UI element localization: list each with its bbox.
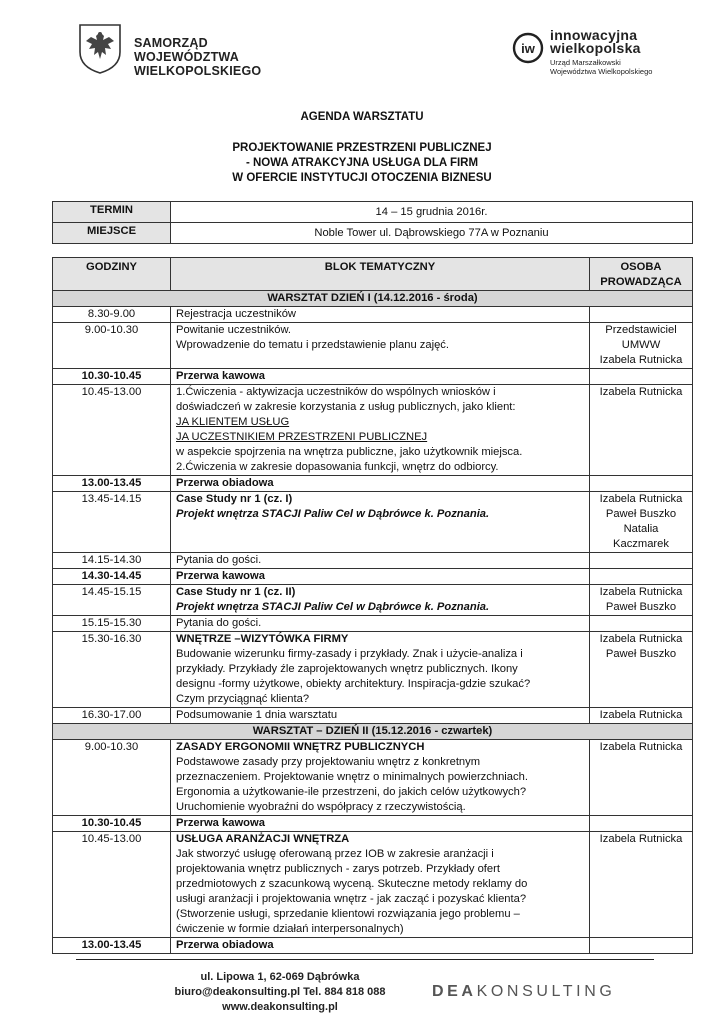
miejsce-label: MIEJSCE — [53, 223, 171, 244]
agenda-row — [53, 553, 693, 569]
agenda-row — [53, 938, 693, 954]
agenda-person-line: Przedstawiciel — [605, 324, 677, 336]
agenda-time: 14.15-14.30 — [53, 553, 171, 569]
right-logo-name: innowacyjna wielkopolska — [550, 27, 641, 56]
agenda-topic — [171, 369, 590, 385]
agenda-person-line: Natalia Kaczmarek — [613, 523, 669, 550]
agenda-row — [53, 323, 693, 369]
agenda-topic-line: usługi aranżacji i projektowania wnętrz - jak zacząć i pozyskać klienta? — [176, 893, 527, 905]
agenda-time: 13.45-14.15 — [53, 492, 171, 553]
agenda-topic — [171, 816, 590, 832]
agenda-topic-line: Powitanie uczestników. — [176, 324, 292, 336]
agenda-topic-line: ZASADY ERGONOMII WNĘTRZ PUBLICZNYCH — [176, 741, 425, 753]
agenda-person-line: UMWW — [621, 339, 661, 351]
agenda-topic-line: przeznaczeniem. Projektowanie wnętrz o minimalnych powierzchniach. — [176, 771, 528, 783]
left-logo-text: SAMORZĄD WOJEWÓDZTWA WIELKOPOLSKIEGO — [134, 36, 262, 78]
page-subtitle: PROJEKTOWANIE PRZESTRZENI PUBLICZNEJ - NOWA ATRAKCYJNA USŁUGA DLA FIRM W OFERCIE INSTYTUCJI OTOCZENIA BIZNESU — [232, 142, 492, 184]
agenda-topic — [171, 832, 590, 938]
agenda-person-line: Izabela Rutnicka — [599, 709, 683, 721]
agenda-topic-line: przedmiotowych z szacunkową wyceną. Skuteczne metody reklamy do — [176, 878, 528, 890]
agenda-time: 14.45-15.15 — [53, 585, 171, 616]
agenda-person — [590, 385, 693, 476]
agenda-person — [590, 816, 693, 832]
agenda-topic-line: w aspekcie spojrzenia na wnętrza publiczne, jako użytkownik miejsca. — [176, 446, 523, 458]
right-logo — [512, 28, 692, 84]
footer-brand-logo: DEAKONSULTING — [432, 983, 616, 1000]
agenda-person-line: Izabela Rutnicka — [599, 741, 683, 753]
agenda-person — [590, 938, 693, 954]
agenda-topic-line: Uruchomienie wyobraźni do współpracy z rzeczywistością. — [176, 801, 466, 813]
agenda-topic-line: Pytania do gości. — [176, 617, 262, 629]
agenda-table — [52, 257, 693, 954]
agenda-person — [590, 585, 693, 616]
agenda-person — [590, 616, 693, 632]
left-logo — [76, 22, 276, 78]
agenda-person — [590, 492, 693, 553]
agenda-time: 16.30-17.00 — [53, 708, 171, 724]
agenda-topic-line: Case Study nr 1 (cz. I) — [176, 493, 293, 505]
agenda-row — [53, 369, 693, 385]
agenda-person — [590, 832, 693, 938]
agenda-row — [53, 816, 693, 832]
footer-address: ul. Lipowa 1, 62-069 Dąbrówka biuro@deakonsulting.pl Tel. 884 818 088 www.deakonsulting.pl — [174, 971, 386, 1013]
agenda-topic-line: Rejestracja uczestników — [176, 308, 297, 320]
termin-value: 14 – 15 grudnia 2016r. — [171, 202, 693, 223]
agenda-topic-line: Projekt wnętrza STACJI Paliw Cel w Dąbrówce k. Poznania. — [176, 508, 490, 520]
agenda-topic — [171, 708, 590, 724]
header-godziny: GODZINY — [53, 258, 171, 291]
agenda-topic-line: Ergonomia a użytkowanie-ile przestrzeni, do jakich celów użytkowych? — [176, 786, 527, 798]
agenda-time: 8.30-9.00 — [53, 307, 171, 323]
agenda-topic — [171, 616, 590, 632]
agenda-topic-line: Przerwa obiadowa — [176, 477, 274, 489]
agenda-person — [590, 632, 693, 708]
agenda-topic — [171, 569, 590, 585]
agenda-row — [53, 385, 693, 476]
agenda-time: 15.30-16.30 — [53, 632, 171, 708]
agenda-topic-line: doświadczeń w zakresie korzystania z usług publicznych, jako klient: — [176, 401, 516, 413]
agenda-person — [590, 553, 693, 569]
agenda-person — [590, 569, 693, 585]
agenda-person-line: Izabela Rutnicka — [599, 493, 683, 505]
agenda-person-line: Izabela Rutnicka — [599, 586, 683, 598]
agenda-topic-line: Przerwa obiadowa — [176, 939, 274, 951]
agenda-time: 14.30-14.45 — [53, 569, 171, 585]
agenda-person-line: Izabela Rutnicka — [599, 833, 683, 845]
agenda-topic-line: (Stworzenie usługi, sprzedanie klientowi rozwiązania jego problemu – — [176, 908, 520, 920]
meta-row-miejsce — [53, 223, 693, 244]
agenda-topic-line: 1.Ćwiczenia - aktywizacja uczestników do wspólnych wniosków i — [176, 386, 496, 398]
agenda-row — [53, 307, 693, 323]
agenda-topic-line: Przerwa kawowa — [176, 817, 265, 829]
agenda-topic-line: Pytania do gości. — [176, 554, 262, 566]
header-blok: BLOK TEMATYCZNY — [171, 258, 590, 291]
agenda-topic — [171, 938, 590, 954]
agenda-row — [53, 476, 693, 492]
agenda-topic-line: Czym przyciągnąć klienta? — [176, 693, 310, 705]
agenda-time: 10.30-10.45 — [53, 369, 171, 385]
agenda-person — [590, 476, 693, 492]
agenda-person — [590, 307, 693, 323]
agenda-time: 9.00-10.30 — [53, 323, 171, 369]
agenda-time: 13.00-13.45 — [53, 938, 171, 954]
eagle-crest-icon — [76, 22, 124, 74]
agenda-topic-line: projektowania wnętrz publicznych - zarys potrzeb. Przykłady ofert — [176, 863, 500, 875]
agenda-topic-line: przykłady. Przykłady źle zaprojektowanych wnętrz publicznych. Ikony — [176, 663, 518, 675]
day-section-title: WARSZTAT – DZIEŃ II (15.12.2016 - czwartek) — [53, 724, 693, 740]
agenda-person-line: Paweł Buszko — [605, 508, 677, 520]
footer-divider — [76, 959, 654, 960]
miejsce-value: Noble Tower ul. Dąbrowskiego 77A w Poznaniu — [171, 223, 693, 244]
agenda-person — [590, 323, 693, 369]
agenda-row — [53, 585, 693, 616]
agenda-topic — [171, 476, 590, 492]
agenda-time: 10.45-13.00 — [53, 385, 171, 476]
agenda-person-line: Izabela Rutnicka — [599, 633, 683, 645]
agenda-person-line: Izabela Rutnicka — [599, 354, 683, 366]
agenda-time: 9.00-10.30 — [53, 740, 171, 816]
agenda-header-row — [53, 258, 693, 291]
agenda-row — [53, 632, 693, 708]
agenda-body — [53, 291, 693, 954]
agenda-topic — [171, 323, 590, 369]
agenda-topic — [171, 632, 590, 708]
header-osoba: OSOBA PROWADZĄCA — [590, 258, 693, 291]
agenda-topic — [171, 492, 590, 553]
agenda-time: 10.30-10.45 — [53, 816, 171, 832]
agenda-topic-line: Case Study nr 1 (cz. II) — [176, 586, 296, 598]
agenda-topic-line: Wprowadzenie do tematu i przedstawienie planu zajęć. — [176, 339, 450, 351]
agenda-topic-line: Przerwa kawowa — [176, 570, 265, 582]
agenda-row — [53, 708, 693, 724]
agenda-topic-line: JA UCZESTNIKIEM PRZESTRZENI PUBLICZNEJ — [176, 431, 428, 443]
agenda-topic-line: ćwiczenie w formie działań interpersonalnych) — [176, 923, 404, 935]
agenda-topic-line: Budowanie wizerunku firmy-zasady i przykłady. Znak i użycie-analiza i — [176, 648, 523, 660]
agenda-topic-line: JA KLIENTEM USŁUG — [176, 416, 290, 428]
agenda-topic-line: USŁUGA ARANŻACJI WNĘTRZA — [176, 833, 350, 845]
agenda-row — [53, 740, 693, 816]
day-section-title: WARSZTAT DZIEŃ I (14.12.2016 - środa) — [53, 291, 693, 307]
day-section-row — [53, 291, 693, 307]
agenda-time: 13.00-13.45 — [53, 476, 171, 492]
agenda-time: 15.15-15.30 — [53, 616, 171, 632]
svg-text:iw: iw — [521, 41, 535, 56]
agenda-row — [53, 616, 693, 632]
agenda-topic-line: Przerwa kawowa — [176, 370, 265, 382]
meta-row-termin — [53, 202, 693, 223]
agenda-topic-line: Podsumowanie 1 dnia warsztatu — [176, 709, 338, 721]
agenda-row — [53, 569, 693, 585]
agenda-person — [590, 740, 693, 816]
agenda-person — [590, 369, 693, 385]
agenda-topic-line: 2.Ćwiczenia w zakresie dopasowania funkcji, wnętrz do odbiorcy. — [176, 461, 499, 473]
agenda-person-line: Paweł Buszko — [605, 648, 677, 660]
agenda-topic — [171, 553, 590, 569]
iw-logo-icon — [512, 32, 544, 64]
right-logo-subtitle: Urząd Marszałkowski Województwa Wielkopolskiego — [550, 58, 653, 76]
agenda-topic-line: Podstawowe zasady przy projektowaniu wnętrz z konkretnym — [176, 756, 481, 768]
meta-table — [52, 201, 693, 244]
agenda-topic-line: Projekt wnętrza STACJI Paliw Cel w Dąbrówce k. Poznania. — [176, 601, 490, 613]
agenda-topic-line: Jak stworzyć usługę oferowaną przez IOB w zakresie aranżacji i — [176, 848, 494, 860]
day-section-row — [53, 724, 693, 740]
termin-label: TERMIN — [53, 202, 171, 223]
agenda-topic-line: WNĘTRZE –WIZYTÓWKA FIRMY — [176, 633, 349, 645]
agenda-topic — [171, 740, 590, 816]
agenda-topic — [171, 307, 590, 323]
agenda-person — [590, 708, 693, 724]
agenda-topic — [171, 385, 590, 476]
page-title: AGENDA WARSZTATU — [300, 111, 424, 123]
agenda-row — [53, 492, 693, 553]
agenda-time: 10.45-13.00 — [53, 832, 171, 938]
agenda-person-line: Izabela Rutnicka — [599, 386, 683, 398]
agenda-row — [53, 832, 693, 938]
agenda-topic — [171, 585, 590, 616]
agenda-topic-line: designu -formy użytkowe, obiekty architektury. Inspiracja-gdzie szukać? — [176, 678, 531, 690]
agenda-person-line: Paweł Buszko — [605, 601, 677, 613]
